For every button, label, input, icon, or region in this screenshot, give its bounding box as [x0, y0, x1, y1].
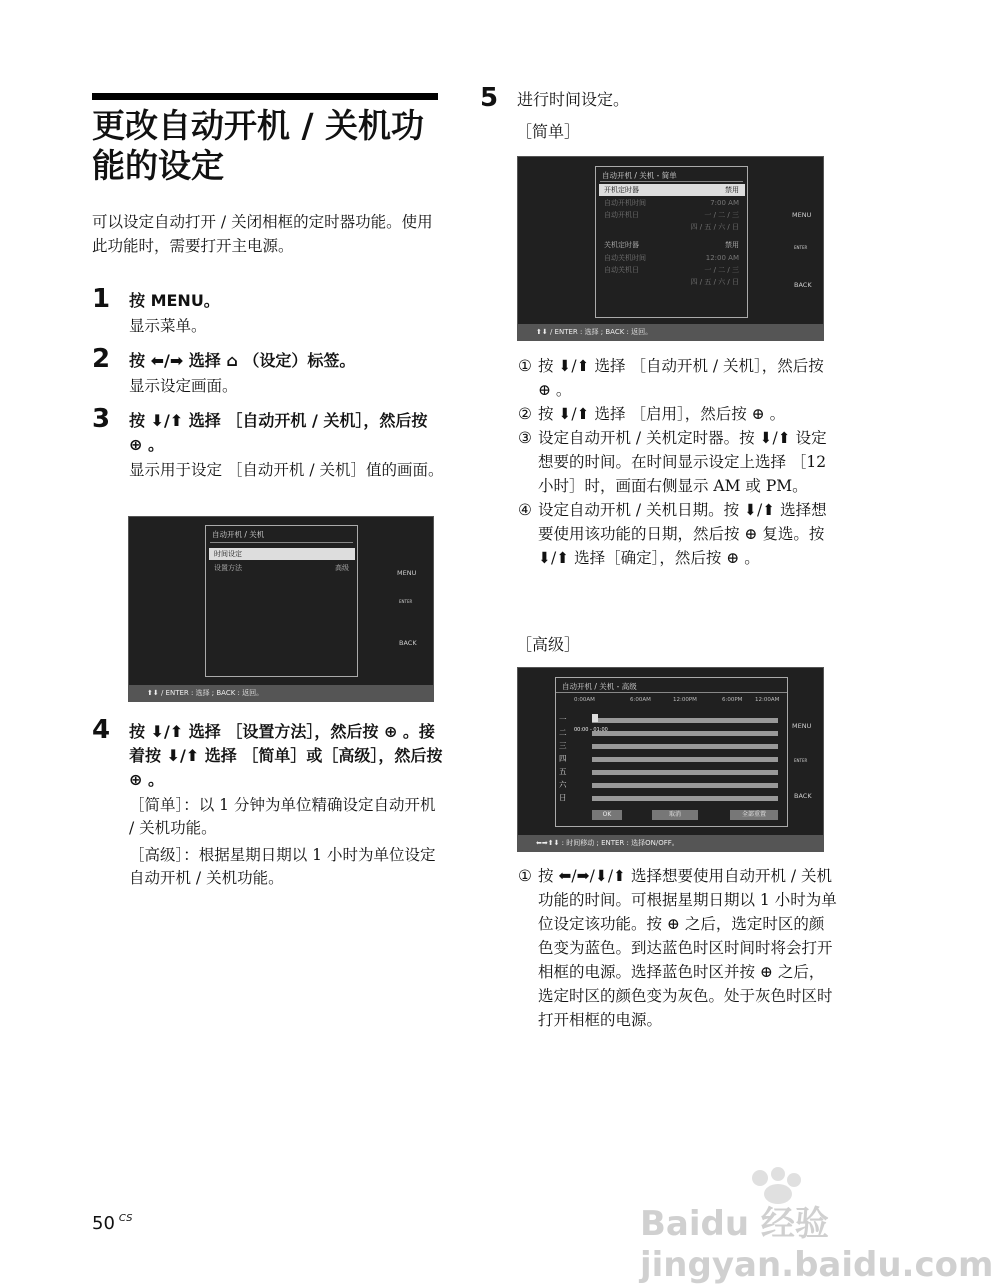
time-label: 12:00AM [755, 697, 780, 703]
panel-title: 自动开机 / 关机 - 简单 [602, 171, 677, 180]
screen-advanced [517, 667, 824, 852]
day-label: 二 [559, 728, 567, 737]
step-description: 显示设定画面。 [129, 377, 238, 395]
day-label: 五 [559, 767, 567, 776]
simple-row[interactable]: 自动关机日 一 / 二 / 三 [604, 266, 739, 274]
list-item: ① 按 ⬅/➡/⬇/⬆ 选择想要使用自动开机 / 关机功能的时间。可根据星期日期以 1 小时为单位设定该功能。按 ⊕ 之后，选定时区的颜色变为蓝色。到达蓝色时区时间时将会打开相框的电源。选择蓝色时区并按 ⊕ 之后，选定时区的颜色变为灰色。处于灰色时区时打开相框的电源。 [518, 867, 837, 1029]
menu-button-label[interactable]: MENU [397, 569, 417, 577]
day-bar[interactable] [592, 731, 778, 736]
simple-row[interactable]: 四 / 五 / 六 / 日 [690, 223, 739, 231]
simple-row[interactable]: 自动关机时间 12:00 AM [604, 254, 739, 262]
simple-row[interactable]: 四 / 五 / 六 / 日 [690, 278, 739, 286]
screen-simple [517, 156, 824, 341]
time-label: 0:00AM [574, 697, 595, 703]
simple-panel [595, 166, 748, 318]
time-label: 6:00AM [630, 697, 651, 703]
step-number: 3 [92, 404, 111, 434]
step-number: 4 [92, 715, 111, 745]
step-heading: 按 ⬇/⬆ 选择 ［设置方法］，然后按 ⊕ 。接着按 ⬇/⬆ 选择 ［简单］或［高级］，然后按 ⊕ 。 [129, 722, 443, 789]
back-button-label[interactable]: BACK [794, 792, 812, 800]
simple-row[interactable]: 自动开机时间 7:00 AM [604, 199, 739, 207]
advanced-instructions [518, 864, 838, 1032]
day-bar[interactable] [592, 796, 778, 801]
enter-button-label[interactable]: ENTER [794, 245, 808, 250]
advanced-section-label: ［高级］ [516, 635, 581, 654]
ok-button[interactable]: OK [592, 810, 622, 820]
selection-cursor[interactable] [592, 714, 598, 722]
simple-section-label: ［简单］ [516, 122, 581, 141]
simple-row[interactable]: 自动开机日 一 / 二 / 三 [604, 211, 739, 219]
simple-row[interactable]: 关机定时器 禁用 [604, 241, 739, 249]
step-number: 1 [92, 284, 111, 314]
page-number: 50 $^{CS}$ [92, 1213, 133, 1234]
simple-instructions [518, 354, 838, 570]
day-label: 一 [559, 715, 567, 724]
list-item: ③ 设定自动开机 / 关机定时器。按 ⬇/⬆ 设定想要的时间。在时间显示设定上选择 ［12 小时］时，画面右侧显示 AM 或 PM。 [518, 429, 827, 495]
day-bar[interactable] [592, 744, 778, 749]
reset-all-button[interactable]: 全部重置 [730, 810, 778, 820]
watermark-text: Baidu 经验 jingyan.baidu.com [640, 1204, 993, 1285]
step-heading: 按 MENU。 [129, 291, 220, 310]
intro-text: 可以设定自动打开 / 关闭相框的定时器功能。使用此功能时，需要打开主电源。 [92, 213, 433, 255]
page-title: 更改自动开机 / 关机功能的设定 [92, 106, 425, 185]
time-label: 12:00PM [673, 697, 697, 703]
day-label: 三 [559, 741, 567, 750]
step-heading: 按 ⬅/➡ 选择 ⌂ （设定）标签。 [129, 351, 356, 370]
panel-title: 自动开机 / 关机 - 高级 [562, 682, 637, 691]
title-rule [92, 93, 438, 100]
screen-footer: ⬅➡⬆⬇ : 时间移动 ; ENTER : 选择ON/OFF。 [518, 835, 823, 851]
simple-row[interactable]: 开机定时器 禁用 [599, 184, 745, 196]
advanced-panel [555, 677, 788, 827]
list-item: ① 按 ⬇/⬆ 选择 ［自动开机 / 关机］，然后按 ⊕ 。 [518, 357, 824, 399]
step-description: 显示菜单。 [129, 317, 207, 335]
step-description: ［简单］：以 1 分钟为单位精确设定自动开机 / 关机功能。 [129, 796, 436, 837]
list-item: ④ 设定自动开机 / 关机日期。按 ⬇/⬆ 选择想要使用该功能的日期，然后按 ⊕ 复选。按 ⬇/⬆ 选择［确定］，然后按 ⊕ 。 [518, 501, 827, 567]
menu-panel [205, 525, 358, 677]
panel-title: 自动开机 / 关机 [212, 530, 265, 539]
step-description: ［高级］：根据星期日期以 1 小时为单位设定自动开机 / 关机功能。 [129, 846, 436, 887]
enter-button-label[interactable]: ENTER [399, 599, 413, 604]
step-description: 显示用于设定 ［自动开机 / 关机］值的画面。 [129, 461, 444, 479]
time-label: 6:00PM [722, 697, 743, 703]
enter-button-label[interactable]: ENTER [794, 758, 808, 763]
list-item: ② 按 ⬇/⬆ 选择 ［启用］，然后按 ⊕ 。 [518, 405, 786, 423]
screen-auto-power-menu [128, 516, 434, 702]
menu-button-label[interactable]: MENU [792, 211, 812, 219]
menu-row[interactable]: 时间设定 [209, 548, 355, 560]
day-label: 六 [559, 780, 567, 789]
step-number: 5 [480, 83, 499, 113]
back-button-label[interactable]: BACK [399, 639, 417, 647]
menu-button-label[interactable]: MENU [792, 722, 812, 730]
baidu-watermark [640, 1160, 993, 1285]
day-bar[interactable] [592, 783, 778, 788]
day-bar[interactable] [592, 757, 778, 762]
day-label: 日 [559, 793, 567, 802]
day-label: 四 [559, 754, 567, 763]
menu-row[interactable]: 设置方法 高级 [214, 564, 349, 572]
selected-range: 00:00 - 01:00 [574, 727, 608, 733]
back-button-label[interactable]: BACK [794, 281, 812, 289]
day-bar[interactable] [592, 770, 778, 775]
step-heading: 进行时间设定。 [517, 90, 630, 109]
screen-footer: ⬆⬇ / ENTER : 选择 ; BACK : 返回。 [518, 324, 823, 340]
day-bar[interactable] [592, 718, 778, 723]
step-heading: 按 ⬇/⬆ 选择 ［自动开机 / 关机］，然后按 ⊕ 。 [129, 411, 428, 454]
step-number: 2 [92, 344, 111, 374]
screen-footer: ⬆⬇ / ENTER : 选择 ; BACK : 返回。 [129, 685, 433, 701]
cancel-button[interactable]: 取消 [652, 810, 698, 820]
